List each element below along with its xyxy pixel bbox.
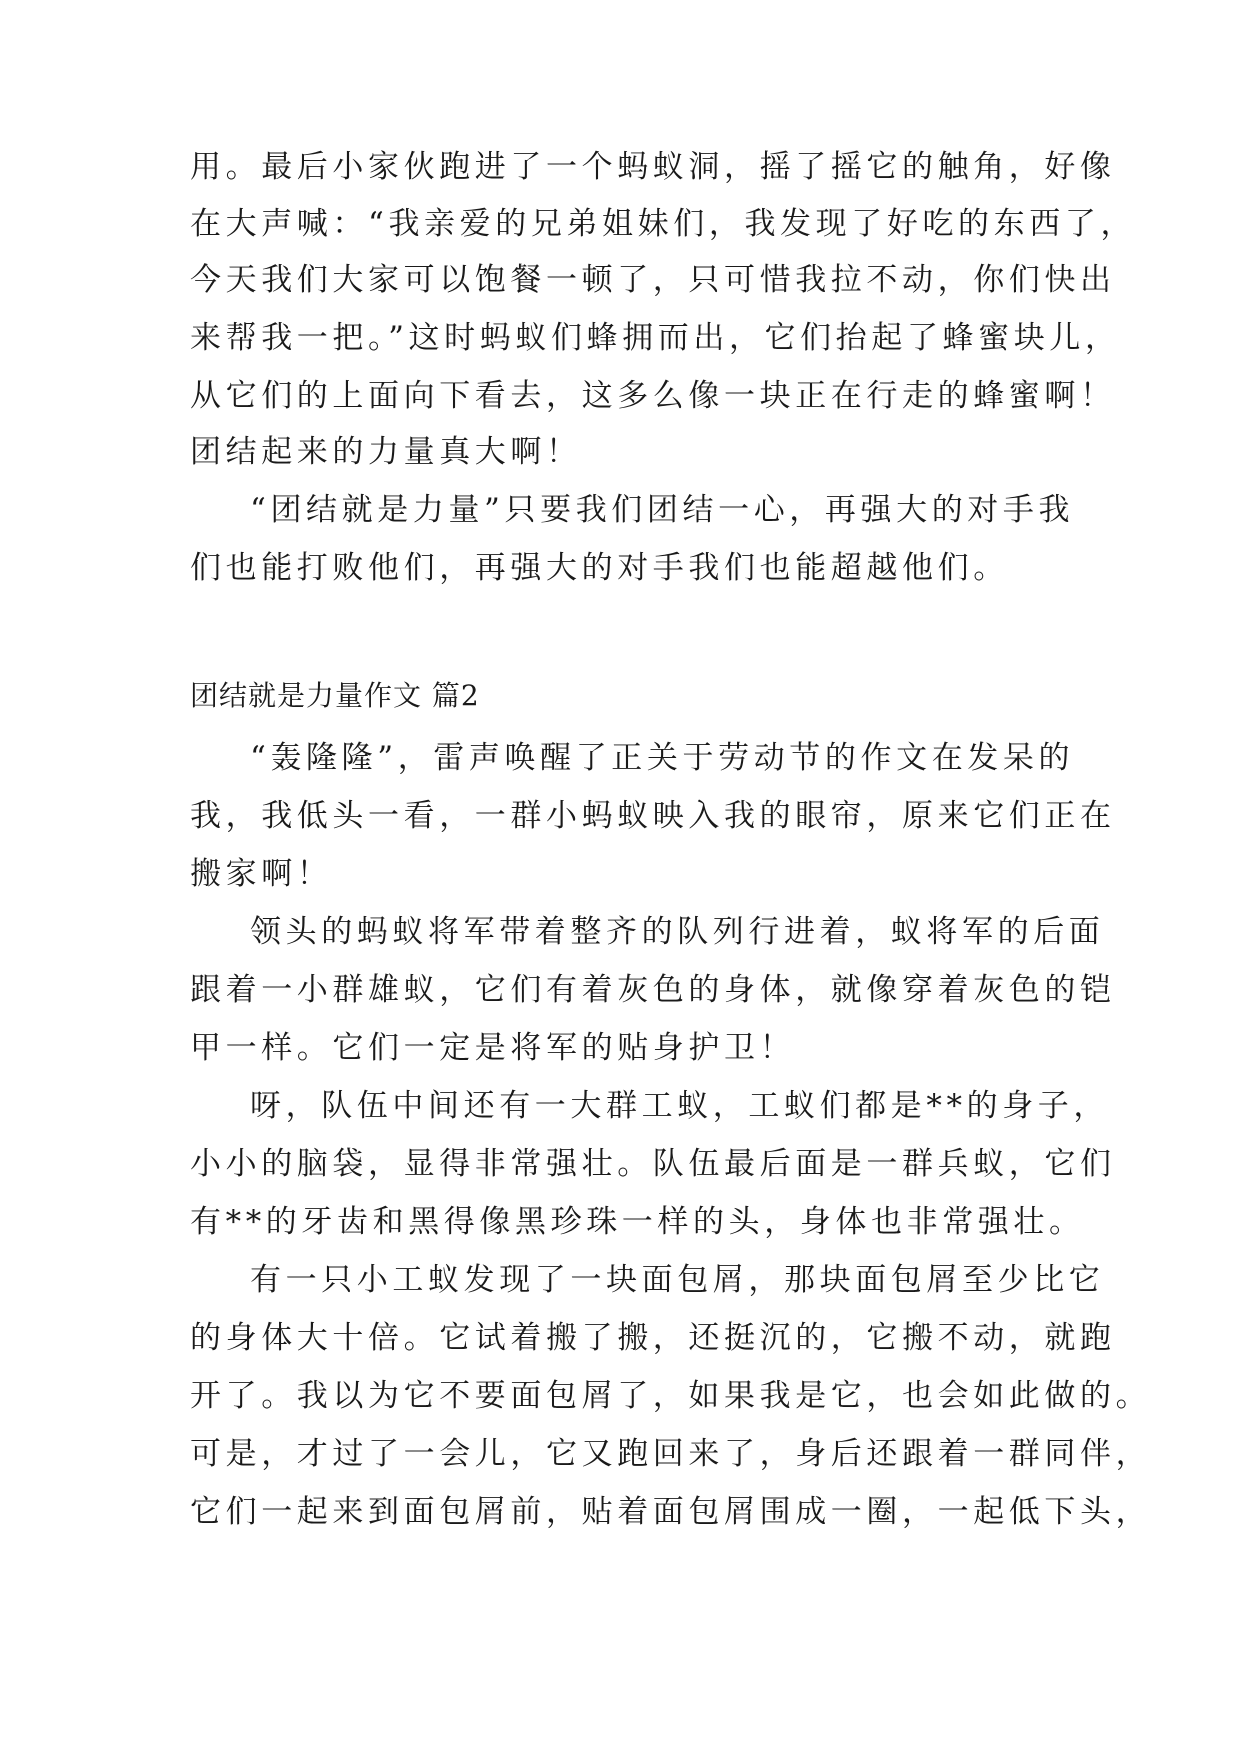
paragraph-line: 有一只小工蚁发现了一块面包屑，那块面包屑至少比它 (250, 1262, 1105, 1298)
paragraph-line: 用。最后小家伙跑进了一个蚂蚁洞，摇了摇它的触角，好像 (190, 149, 1116, 185)
paragraph-line: “轰隆隆”，雷声唤醒了正关于劳动节的作文在发呆的 (250, 740, 1075, 776)
paragraph-line: 今天我们大家可以饱餐一顿了，只可惜我拉不动，你们快出 (190, 262, 1116, 298)
paragraph-line: 跟着一小群雄蚁，它们有着灰色的身体，就像穿着灰色的铠 (190, 972, 1116, 1008)
paragraph-line: 领头的蚂蚁将军带着整齐的队列行进着，蚁将军的后面 (250, 914, 1105, 950)
paragraph-line: 小小的脑袋，显得非常强壮。队伍最后面是一群兵蚁，它们 (190, 1146, 1116, 1182)
paragraph-line: 甲一样。它们一定是将军的贴身护卫！ (190, 1030, 796, 1066)
paragraph-line: 们也能打败他们，再强大的对手我们也能超越他们。 (190, 550, 1009, 586)
paragraph-line: “团结就是力量”只要我们团结一心，再强大的对手我 (250, 492, 1075, 528)
paragraph-line: 它们一起来到面包屑前，贴着面包屑围成一圈，一起低下头， (190, 1494, 1152, 1530)
paragraph-line: 开了。我以为它不要面包屑了，如果我是它，也会如此做的。 (190, 1378, 1152, 1414)
paragraph-line: 来帮我一把。”这时蚂蚁们蜂拥而出，它们抬起了蜂蜜块儿， (190, 320, 1121, 356)
paragraph-line: 在大声喊：“我亲爱的兄弟姐妹们，我发现了好吃的东西了， (190, 206, 1137, 242)
paragraph-line: 搬家啊！ (190, 856, 333, 892)
paragraph-line: 呀，队伍中间还有一大群工蚁，工蚁们都是**的身子， (250, 1088, 1109, 1124)
paragraph-line: 可是，才过了一会儿，它又跑回来了，身后还跟着一群同伴， (190, 1436, 1152, 1472)
paragraph-line: 有**的牙齿和黑得像黑珍珠一样的头，身体也非常强壮。 (190, 1204, 1085, 1240)
paragraph-line: 我，我低头一看，一群小蚂蚁映入我的眼帘，原来它们正在 (190, 798, 1116, 834)
paragraph-line: 从它们的上面向下看去，这多么像一块正在行走的蜂蜜啊！ (190, 378, 1116, 414)
paragraph-line: 团结起来的力量真大啊！ (190, 434, 582, 470)
paragraph-line: 的身体大十倍。它试着搬了搬，还挺沉的，它搬不动，就跑 (190, 1320, 1116, 1356)
section-heading: 团结就是力量作文 篇2 (190, 679, 480, 712)
